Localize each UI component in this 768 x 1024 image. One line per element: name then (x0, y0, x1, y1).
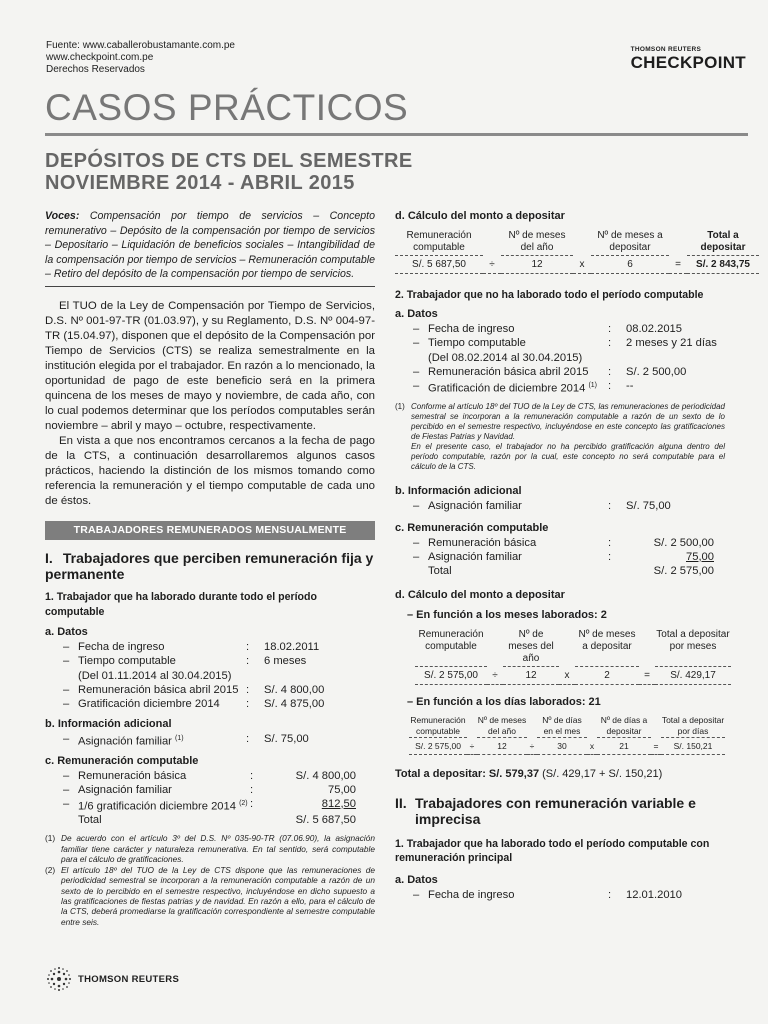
rc-row: – Asignación familiar : 75,00 (413, 550, 714, 563)
footer-brand: THOMSON REUTERS (78, 973, 180, 985)
asignacion-row: – Asignación familiar $^{(1)}$ : S/. 75,00 (63, 732, 309, 748)
case-1-heading: 1. Trabajador que ha laborado durante todo el período computable (45, 590, 317, 618)
datos-row: – Fecha de ingreso : 08.02.2015 (413, 322, 682, 335)
section-banner: TRABAJADORES REMUNERADOS MENSUALMENTE (45, 521, 375, 540)
doc-title-line-1: DEPÓSITOS DE CTS DEL SEMESTRE (45, 150, 413, 172)
source-line-3: Derechos Reservados (46, 64, 145, 75)
datos-row: – Gratificación de diciembre 2014 $^{(1)}$ : -- (413, 380, 634, 395)
voces-label: Voces: (45, 210, 80, 222)
section-1-heading (45, 550, 375, 582)
case-2-heading: 2. Trabajador que no ha laborado todo el período computable (395, 288, 704, 301)
rc-row: – Asignación familiar : 75,00 (63, 783, 356, 796)
source-line-2: www.checkpoint.com.pe (46, 52, 154, 63)
info-heading: b. Información adicional (395, 485, 522, 498)
intro-paragraph-2: En vista a que nos encontramos cercanos a la fecha de pago de la CTS, a continuación desarrollaremos algunos casos prácticos, haciendo la distinción de los mismos tomando como referencia la remuneración y el tiempo computable de cada uno de éstos. (45, 434, 375, 507)
section-2-title: Trabajadores con remuneración variable e imprecisa (415, 795, 696, 828)
info-heading: b. Información adicional (45, 717, 172, 730)
doc-title (45, 150, 413, 194)
dias-heading: – En función a los días laborados: 21 (407, 695, 601, 708)
header-rule (45, 133, 748, 136)
datos-heading: a. Datos (395, 308, 438, 320)
section-title: CASOS PRÁCTICOS (45, 87, 409, 128)
section-2-number: II. (395, 795, 407, 812)
doc-title-line-2: NOVIEMBRE 2014 - ABRIL 2015 (45, 172, 355, 194)
source-info (46, 40, 235, 76)
case-3-heading: 1. Trabajador que ha laborado todo el período computable con remuneración principal (395, 838, 710, 865)
footnote-block (395, 402, 725, 472)
datos-row: – Tiempo computable : 6 meses (63, 655, 307, 667)
rc-total-row: Total S/. 5 687,50 (78, 814, 356, 827)
tiempo-sub: (Del 01.11.2014 al 30.04.2015) (78, 669, 232, 682)
rc-heading: c. Remuneración computable (45, 754, 199, 767)
datos-heading: a. Datos (45, 625, 88, 638)
datos-row: – Remuneración básica abril 2015 : S/. 4 800,00 (63, 683, 325, 696)
datos-row: – Fecha de ingreso : 18.02.2011 (63, 640, 320, 653)
footer-logo (46, 966, 179, 992)
intro-paragraph-1: El TUO de la Ley de Compensación por Tiempo de Servicios, D.S. Nº 001-97-TR (01.03.97), y su Reglamento, D.S. Nº 004-97-TR (15.04.97), disponen que el depósito de la Compensación por Tiempo de Servicios (CTS) se realiza semestralmente en la institución elegida por el trabajador. En razón a lo mencionado, la oportunidad de pago de este beneficio será en la primera quincena de los meses de mayo y noviembre, de cada año, con lo cual podemos determinar que los períodos computables serán noviembre – abril y mayo – octubre, respectivamente. (45, 299, 375, 432)
calc-table: Remuneración computable Nº de meses del año Nº de meses a depositar Total a depositar S/. 5 687,50 ÷ 12 x 6 = S/. 2 843,75 (395, 230, 725, 274)
brand-logo (631, 46, 746, 73)
rc-total-row: Total S/. 2 575,00 (428, 564, 714, 577)
datos-row: – Gratificación diciembre 2014 : S/. 4 875,00 (63, 698, 325, 710)
rc-row: – Remuneración básica : S/. 4 800,00 (63, 769, 356, 782)
calc-table-dias: Remuneración computable Nº de meses del año Nº de días en el mes Nº de días a depositar Total a depositar por días S/. 2 575,00 ÷ 12 ÷ 30 x 21 = S/. 150,21 (395, 715, 725, 755)
section-1-title: Trabajadores que perciben remuneración fija y permanente (45, 549, 374, 582)
rc-row: – Remuneración básica : S/. 2 500,00 (413, 536, 714, 549)
datos-row: – Remuneración básica abril 2015 : S/. 2 500,00 (413, 365, 687, 378)
asignacion-row: – Asignación familiar : S/. 75,00 (413, 499, 671, 512)
voces-box (45, 209, 375, 287)
brand-small: THOMSON REUTERS (630, 46, 702, 53)
datos-row: – Fecha de ingreso : 12.01.2010 (413, 888, 682, 901)
calc-heading: d. Cálculo del monto a depositar (395, 210, 565, 222)
left-column (45, 209, 375, 927)
calc-table-meses: Remuneración computable Nº de meses del año Nº de meses a depositar Total a depositar por meses S/. 2 575,00 ÷ 12 x 2 = S/. 429,17 (395, 629, 725, 685)
rc-heading: c. Remuneración computable (395, 522, 549, 535)
footnote: (1) Conforme al artículo 18º del TUO de la Ley de CTS, las remuneraciones de periodicidad semestral se incorporan a la remuneración computable a razón de un sexto de lo percibido en el semestre respectivo, incluyéndose en este concepto las gratificaciones de Fiestas Patrias y Navidad. En el presente caso, el trabajador no ha percibido gratificación alguna dentro del período computable, razón por la cual, este concepto no será computable para el cálculo de la CTS. (395, 402, 725, 472)
thomson-reuters-icon (46, 966, 72, 992)
tiempo-sub: (Del 08.02.2014 al 30.04.2015) (428, 351, 583, 364)
calc-heading: d. Cálculo del monto a depositar (395, 588, 565, 601)
total-depositar: Total a depositar: S/. 579,37 (S/. 429,17 + S/. 150,21) (395, 767, 663, 780)
brand-big: CHECKPOINT (630, 53, 746, 72)
datos-heading: a. Datos (395, 874, 438, 887)
section-2-heading (395, 795, 725, 827)
section-1-number: I. (45, 549, 53, 566)
footnote: (1) De acuerdo con el artículo 3º del D.S. Nº 035-90-TR (07.06.90), la asignación familiar tiene carácter y naturaleza remunerativa. En tal sentido, será computable para el cálculo de gratificaciones. (45, 833, 375, 865)
datos-row: – Tiempo computable : 2 meses y 21 días (413, 337, 717, 349)
rc-row: – 1/6 gratificación diciembre 2014 $^{(2)}$ : 812,50 (63, 797, 356, 813)
right-column (395, 209, 750, 902)
source-line-1: Fuente: www.caballerobustamante.com.pe (46, 40, 235, 51)
footnote: (2) El artículo 18º del TUO de la Ley de CTS dispone que las remuneraciones de periodicidad semestral se incorporan a la remuneración computable a razón de un sexto de lo percibido en el semestre respectivo, incluyéndose en dicho supuesto a las gratificaciones de fiestas patrias y de navidad. En razón a ello, para el cálculo de la CTS, deberá promediarse la gratificación correspondiente al semestre computable entre seis. (45, 864, 375, 927)
voces-text: Compensación por tiempo de servicios – Concepto remunerativo – Depósito de la compensación por tiempo de servicios – Depositario – Liquidación de beneficios sociales – Intangibilidad de la compensación por tiempo de servicios – Remuneración computable – Retiro del depósito de la compensación por tiempo de servicios. (45, 210, 375, 280)
footnotes (45, 833, 375, 927)
meses-heading: – En función a los meses laborados: 2 (407, 609, 607, 622)
